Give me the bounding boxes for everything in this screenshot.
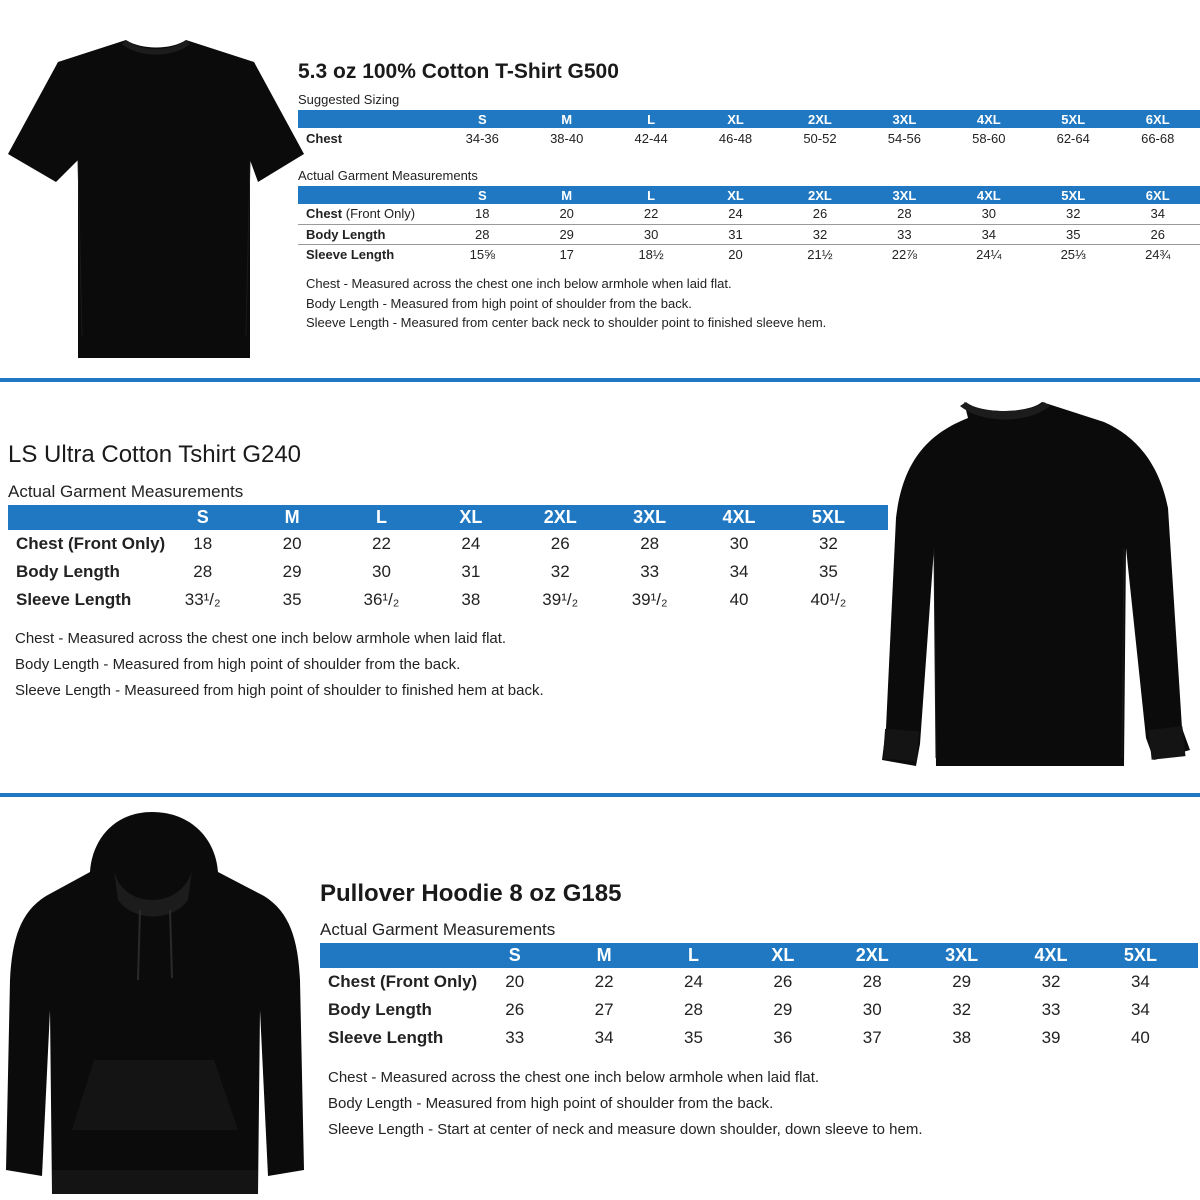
table-cell: 35 xyxy=(818,562,838,581)
table-cell: 39¹/₂ xyxy=(631,590,668,609)
row-label: Sleeve Length xyxy=(328,1028,444,1047)
header-spacer xyxy=(320,943,470,968)
table-cell: 18½ xyxy=(638,246,664,262)
table-cell: 36 xyxy=(773,1028,793,1047)
table-cell: 36¹/₂ xyxy=(363,590,400,609)
table-cell: 28 xyxy=(862,972,882,991)
table-cell: 34 xyxy=(947,224,1031,244)
table-cell: 30 xyxy=(947,204,1031,224)
tshirt-image xyxy=(6,36,306,366)
table-cell: 33 xyxy=(862,224,946,244)
longsleeve-notes xyxy=(15,626,544,704)
table-cell: 50-52 xyxy=(803,130,837,146)
table-cell: 28 xyxy=(193,562,213,581)
table-cell: 34 xyxy=(729,562,749,581)
row-label: Sleeve Length xyxy=(306,246,395,262)
table-cell: 32 xyxy=(550,562,570,581)
size-header: 6XL xyxy=(1115,110,1200,128)
table-cell: 26 xyxy=(505,1000,525,1019)
table-cell: 32 xyxy=(1041,972,1061,991)
table-cell: 54-56 xyxy=(887,130,921,146)
tshirt-suggested-label: Suggested Sizing xyxy=(298,92,400,107)
table-cell: 66-68 xyxy=(1141,130,1175,146)
table-spacer xyxy=(1185,968,1198,996)
size-header: 2XL xyxy=(828,943,917,968)
size-header: 5XL xyxy=(784,505,873,530)
table-cell: 26 xyxy=(778,204,862,224)
header-spacer xyxy=(8,505,158,530)
table-cell: 40 xyxy=(729,590,749,609)
table-cell: 62-64 xyxy=(1056,130,1090,146)
table-cell: 22 xyxy=(609,204,693,224)
hoodie-table xyxy=(320,943,1198,1052)
size-header: 4XL xyxy=(947,110,1031,128)
table-cell: 24¾ xyxy=(1145,246,1171,262)
table-cell: 28 xyxy=(440,224,524,244)
table-cell: 34 xyxy=(1130,972,1150,991)
size-header: S xyxy=(440,110,524,128)
table-row xyxy=(320,1024,1198,1052)
table-cell: 29 xyxy=(952,972,972,991)
size-header: S xyxy=(158,505,247,530)
table-cell: 34 xyxy=(594,1028,614,1047)
table-cell: 26 xyxy=(550,534,570,553)
table-cell: 38 xyxy=(461,590,481,609)
note-line: Sleeve Length - Measureed from high point of shoulder to finished hem at back. xyxy=(15,682,544,699)
note-line: Chest - Measured across the chest one inch below armhole when laid flat. xyxy=(328,1069,820,1086)
table-cell: 21½ xyxy=(807,246,833,262)
header-spacer xyxy=(1185,943,1198,968)
table-cell: 35 xyxy=(1031,224,1115,244)
table-cell: 25⅓ xyxy=(1060,246,1086,262)
table-cell: 33 xyxy=(1041,1000,1061,1019)
table-cell: 17 xyxy=(559,246,574,262)
table-cell: 33 xyxy=(640,562,660,581)
row-label: Chest (Front Only) xyxy=(16,534,166,553)
row-label: Body Length xyxy=(16,562,120,581)
table-spacer xyxy=(1185,996,1198,1024)
table-cell: 18 xyxy=(440,204,524,224)
table-cell: 38-40 xyxy=(550,130,584,146)
table-row xyxy=(8,586,888,614)
row-label: Chest xyxy=(306,130,343,146)
size-header: 3XL xyxy=(862,186,946,204)
table-cell: 31 xyxy=(693,224,777,244)
table-cell: 28 xyxy=(862,204,946,224)
table-cell: 34 xyxy=(1115,204,1200,224)
note-line: Body Length - Measured from high point of shoulder from the back. xyxy=(306,295,692,311)
table-cell: 35 xyxy=(684,1028,703,1047)
table-cell: 32 xyxy=(778,224,862,244)
tshirt-actual-label: Actual Garment Measurements xyxy=(298,168,478,183)
table-cell: 40 xyxy=(1130,1028,1150,1047)
note-line: Sleeve Length - Measured from center back neck to shoulder point to finished sleeve hem. xyxy=(306,315,827,330)
table-cell: 38 xyxy=(952,1028,972,1047)
table-row xyxy=(8,530,888,558)
table-cell: 34 xyxy=(1130,1000,1150,1019)
note-line: Chest - Measured across the chest one inch below armhole when laid flat. xyxy=(306,276,732,291)
size-header: 3XL xyxy=(862,110,946,128)
size-header: 3XL xyxy=(605,505,694,530)
size-header: 4XL xyxy=(1006,943,1095,968)
table-cell: 24 xyxy=(461,534,481,553)
header-spacer xyxy=(298,110,440,128)
table-row xyxy=(298,204,1200,224)
actual-measurements-table xyxy=(298,186,1200,264)
table-cell: 31 xyxy=(461,562,481,581)
table-spacer xyxy=(1185,1024,1198,1052)
table-cell: 29 xyxy=(282,562,302,581)
table-cell: 35 xyxy=(282,590,302,609)
size-header: 4XL xyxy=(694,505,783,530)
size-header: M xyxy=(524,110,608,128)
table-cell: 32 xyxy=(1031,204,1115,224)
table-row xyxy=(8,558,888,586)
table-cell: 46-48 xyxy=(718,130,753,146)
table-cell: 29 xyxy=(773,1000,793,1019)
size-header: 2XL xyxy=(516,505,605,530)
table-row xyxy=(298,128,1200,148)
hoodie-title: Pullover Hoodie 8 oz G185 xyxy=(320,880,622,907)
table-cell: 42-44 xyxy=(634,130,668,146)
tshirt-title: 5.3 oz 100% Cotton T-Shirt G500 xyxy=(298,60,619,83)
note-line: Chest - Measured across the chest one inch below armhole when laid flat. xyxy=(15,630,507,647)
table-cell: 22 xyxy=(594,972,614,991)
size-header: 5XL xyxy=(1031,186,1115,204)
table-row xyxy=(298,244,1200,264)
hoodie-image xyxy=(2,810,308,1198)
table-cell: 24¼ xyxy=(976,246,1002,262)
row-label: Body Length xyxy=(298,224,440,244)
row-label xyxy=(298,204,440,224)
size-header: L xyxy=(337,505,426,530)
table-cell: 30 xyxy=(729,534,749,553)
table-cell: 20 xyxy=(505,972,525,991)
table-cell: 32 xyxy=(952,1000,972,1019)
note-line: Sleeve Length - Start at center of neck and measure down shoulder, down sleeve to hem. xyxy=(328,1121,923,1138)
row-label-text: Chest xyxy=(306,206,343,222)
table-cell: 24 xyxy=(684,972,703,991)
size-header: L xyxy=(609,186,693,204)
size-header: S xyxy=(470,943,559,968)
table-cell: 26 xyxy=(1115,224,1200,244)
size-header: 2XL xyxy=(778,186,862,204)
size-header: 2XL xyxy=(778,110,862,128)
longsleeve-image xyxy=(876,398,1196,788)
table-cell: 34-36 xyxy=(465,130,499,146)
note-line: Body Length - Measured from high point of shoulder from the back. xyxy=(328,1095,774,1112)
tshirt-notes xyxy=(306,274,826,333)
table-cell: 27 xyxy=(594,1000,614,1019)
table-cell: 20 xyxy=(524,204,608,224)
table-cell: 18 xyxy=(193,534,213,553)
size-header: 6XL xyxy=(1115,186,1200,204)
hoodie-actual-label: Actual Garment Measurements xyxy=(320,920,556,939)
size-header: XL xyxy=(693,186,777,204)
row-label: Body Length xyxy=(328,1000,432,1019)
table-cell: 24 xyxy=(693,204,777,224)
table-row xyxy=(320,996,1198,1024)
size-header: M xyxy=(247,505,336,530)
table-cell: 30 xyxy=(372,562,391,581)
row-label: Sleeve Length xyxy=(16,590,132,609)
table-cell: 30 xyxy=(609,224,693,244)
table-cell: 22⅞ xyxy=(891,246,918,262)
table-row xyxy=(298,224,1200,244)
size-header: S xyxy=(440,186,524,204)
table-cell: 29 xyxy=(524,224,608,244)
table-cell: 15⅝ xyxy=(469,246,495,262)
table-cell: 58-60 xyxy=(972,130,1006,146)
size-header: XL xyxy=(426,505,515,530)
hoodie-section xyxy=(0,798,1200,1200)
table-cell: 22 xyxy=(372,534,391,553)
table-cell: 26 xyxy=(773,972,793,991)
row-label-note: (Front Only) xyxy=(342,206,416,222)
note-line: Body Length - Measured from high point of shoulder from the back. xyxy=(15,656,461,673)
header-spacer xyxy=(298,186,440,204)
tshirt-section xyxy=(0,0,1200,380)
table-cell: 37 xyxy=(862,1028,882,1047)
longsleeve-table xyxy=(8,505,888,614)
table-cell: 30 xyxy=(862,1000,882,1019)
table-cell: 32 xyxy=(818,534,838,553)
table-cell: 40¹/₂ xyxy=(810,590,847,609)
longsleeve-title: LS Ultra Cotton Tshirt G240 xyxy=(8,441,302,468)
size-header: XL xyxy=(738,943,827,968)
row-label: Chest (Front Only) xyxy=(328,972,478,991)
table-cell: 33¹/₂ xyxy=(184,590,221,609)
table-cell: 28 xyxy=(684,1000,703,1019)
suggested-sizing-table xyxy=(298,110,1200,148)
section-divider xyxy=(0,378,1200,382)
size-header: L xyxy=(609,110,693,128)
size-header: 4XL xyxy=(947,186,1031,204)
hoodie-notes xyxy=(328,1065,923,1143)
section-divider xyxy=(0,793,1200,797)
longsleeve-section xyxy=(0,383,1200,795)
table-cell: 39¹/₂ xyxy=(542,590,579,609)
table-cell: 20 xyxy=(282,534,302,553)
table-cell: 20 xyxy=(728,246,743,262)
size-header: XL xyxy=(693,110,777,128)
table-row xyxy=(320,968,1198,996)
table-cell: 28 xyxy=(640,534,660,553)
size-header: 5XL xyxy=(1031,110,1115,128)
size-header: 3XL xyxy=(917,943,1006,968)
longsleeve-actual-label: Actual Garment Measurements xyxy=(8,482,244,501)
table-cell: 39 xyxy=(1041,1028,1061,1047)
size-header: L xyxy=(649,943,738,968)
size-header: M xyxy=(524,186,608,204)
table-cell: 33 xyxy=(505,1028,525,1047)
size-header: 5XL xyxy=(1096,943,1185,968)
size-header: M xyxy=(559,943,648,968)
